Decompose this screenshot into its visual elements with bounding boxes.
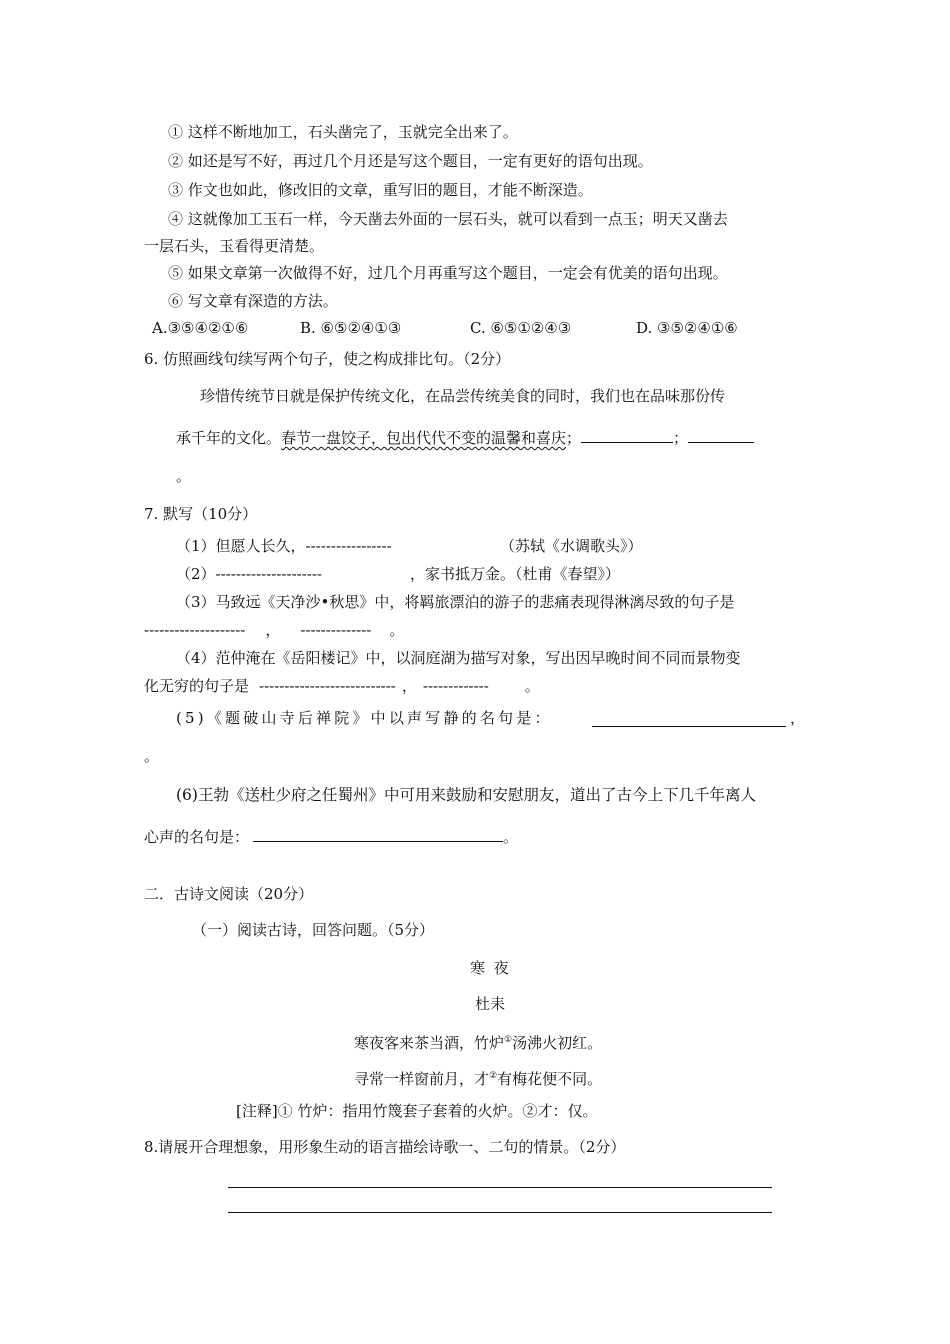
q6-blank-2[interactable] [688, 426, 754, 443]
q7-l3-blank-2[interactable]: -------------- [300, 621, 372, 639]
poem-note: [注释]① 竹炉：指用竹篾套子套着的火炉。②才：仅。 [236, 1102, 598, 1120]
q8-title: 8.请展开合理想象，用形象生动的语言描绘诗歌一、二句的情景。（2分） [144, 1138, 626, 1156]
q6-semicolon2: ； [673, 429, 689, 447]
q5-option-a: A.③⑤④②①⑥ [152, 319, 249, 337]
q8-answer-line-2[interactable] [228, 1212, 772, 1213]
q7-l3-comma: ， [265, 621, 281, 639]
q7-l2-blank[interactable]: --------------------- [215, 565, 322, 583]
q7-l6-blank[interactable] [253, 825, 503, 842]
q5-item-1: ① 这样不断地加工，石头凿完了，玉就完全出来了。 [168, 123, 518, 141]
q7-l5-end: 。 [144, 747, 160, 765]
q7-l4-end: 。 [524, 677, 540, 695]
q5-item-4: ④ 这就像加工玉石一样，今天凿去外面的一层石头，就可以看到一点玉；明天又凿去 [168, 210, 728, 228]
q7-line3: （3）马致远《天净沙•秋思》中，将羁旅漂泊的游子的悲痛表现得淋漓尽致的句子是 [176, 593, 735, 611]
q5-item-5: ⑤ 如果文章第一次做得不好，过几个月再重写这个题目，一定会有优美的语句出现。 [168, 264, 728, 282]
poem-title: 寒 夜 [470, 959, 509, 977]
q7-line2 [176, 564, 322, 584]
q7-l6-end: 。 [503, 828, 519, 846]
q5-option-b: B. ⑥⑤②④①③ [300, 319, 402, 337]
q6-blank-1[interactable] [581, 426, 673, 443]
q5-option-c: C. ⑥⑤①②④③ [470, 319, 572, 337]
q7-l3-end: 。 [389, 621, 405, 639]
q7-title: 7. 默写（10分） [144, 505, 258, 523]
poem-line-2: 寻常一样窗前月，才②有梅花便不同。 [354, 1070, 603, 1088]
q6-line1: 珍惜传统节日就是保护传统文化，在品尝传统美食的同时，我们也在品味那份传 [200, 387, 726, 405]
q7-line5: (5)《题破山寺后禅院》中以声写静的名句是： [176, 709, 553, 727]
q7-l1-source: （苏轼《水调歌头》） [500, 537, 643, 555]
q7-l2-source: ，家书抵万金。（杜甫《春望》） [410, 565, 621, 583]
q8-answer-line-1[interactable] [228, 1187, 772, 1188]
section2-subtitle: （一）阅读古诗，回答问题。（5分） [192, 921, 435, 939]
q6-line2 [176, 426, 754, 448]
q7-l5-comma: ， [790, 709, 806, 727]
poem-line-1: 寒夜客来茶当酒，竹炉①汤沸火初红。 [354, 1034, 603, 1052]
q5-item-4-cont: 一层石头，玉看得更清楚。 [144, 237, 325, 255]
q6-underlined-sentence: 春节一盘饺子，包出代代不变的温馨和喜庆 [281, 429, 567, 447]
q7-line1 [176, 536, 392, 556]
q7-l4-comma: ， [401, 677, 417, 695]
q7-line6-cont [144, 825, 518, 847]
q7-line6: (6)王勃《送杜少府之任蜀州》中可用来鼓励和安慰朋友，道出了古今上下几千年离人 [176, 786, 756, 804]
section2-title: 二．古诗文阅读（20分） [144, 885, 314, 903]
note-marker-2: ② [489, 1071, 498, 1081]
q6-end: 。 [176, 467, 192, 485]
q7-l3-blank-1[interactable]: -------------------- [144, 621, 246, 639]
note-marker-1: ① [504, 1035, 513, 1045]
q5-item-3: ③ 作文也如此，修改旧的文章，重写旧的题目，才能不断深造。 [168, 181, 593, 199]
q5-option-d: D. ③⑤②④①⑥ [636, 319, 738, 337]
q7-line4-blanks [144, 676, 540, 696]
q7-line3-blanks [144, 620, 404, 640]
q7-l1-text: （1）但愿人长久， [176, 537, 306, 555]
q7-l4-blank-1[interactable]: --------------------------- [259, 677, 396, 695]
q5-item-2: ② 如还是写不好，再过几个月还是写这个题目，一定有更好的语句出现。 [168, 152, 653, 170]
q7-l4-blank-2[interactable]: ------------- [422, 677, 489, 695]
q5-item-6: ⑥ 写文章有深造的方法。 [168, 292, 338, 310]
q6-title: 6. 仿照画线句续写两个句子，使之构成排比句。（2分） [144, 350, 511, 368]
q7-line4: （4）范仲淹在《岳阳楼记》中，以洞庭湖为描写对象，写出因早晚时间不同而景物变 [176, 649, 741, 667]
q6-line2-plain: 承千年的文化。 [176, 429, 282, 447]
q6-semicolon1: ； [566, 429, 582, 447]
q7-l6-text: 心声的名句是： [144, 828, 250, 846]
q7-l2-text: （2） [176, 565, 216, 583]
q7-l5-blank[interactable] [592, 710, 786, 727]
poem-author: 杜耒 [475, 995, 506, 1013]
q7-l4-text: 化无穷的句子是 [144, 677, 250, 695]
q7-l1-blank[interactable]: ----------------- [305, 537, 392, 555]
